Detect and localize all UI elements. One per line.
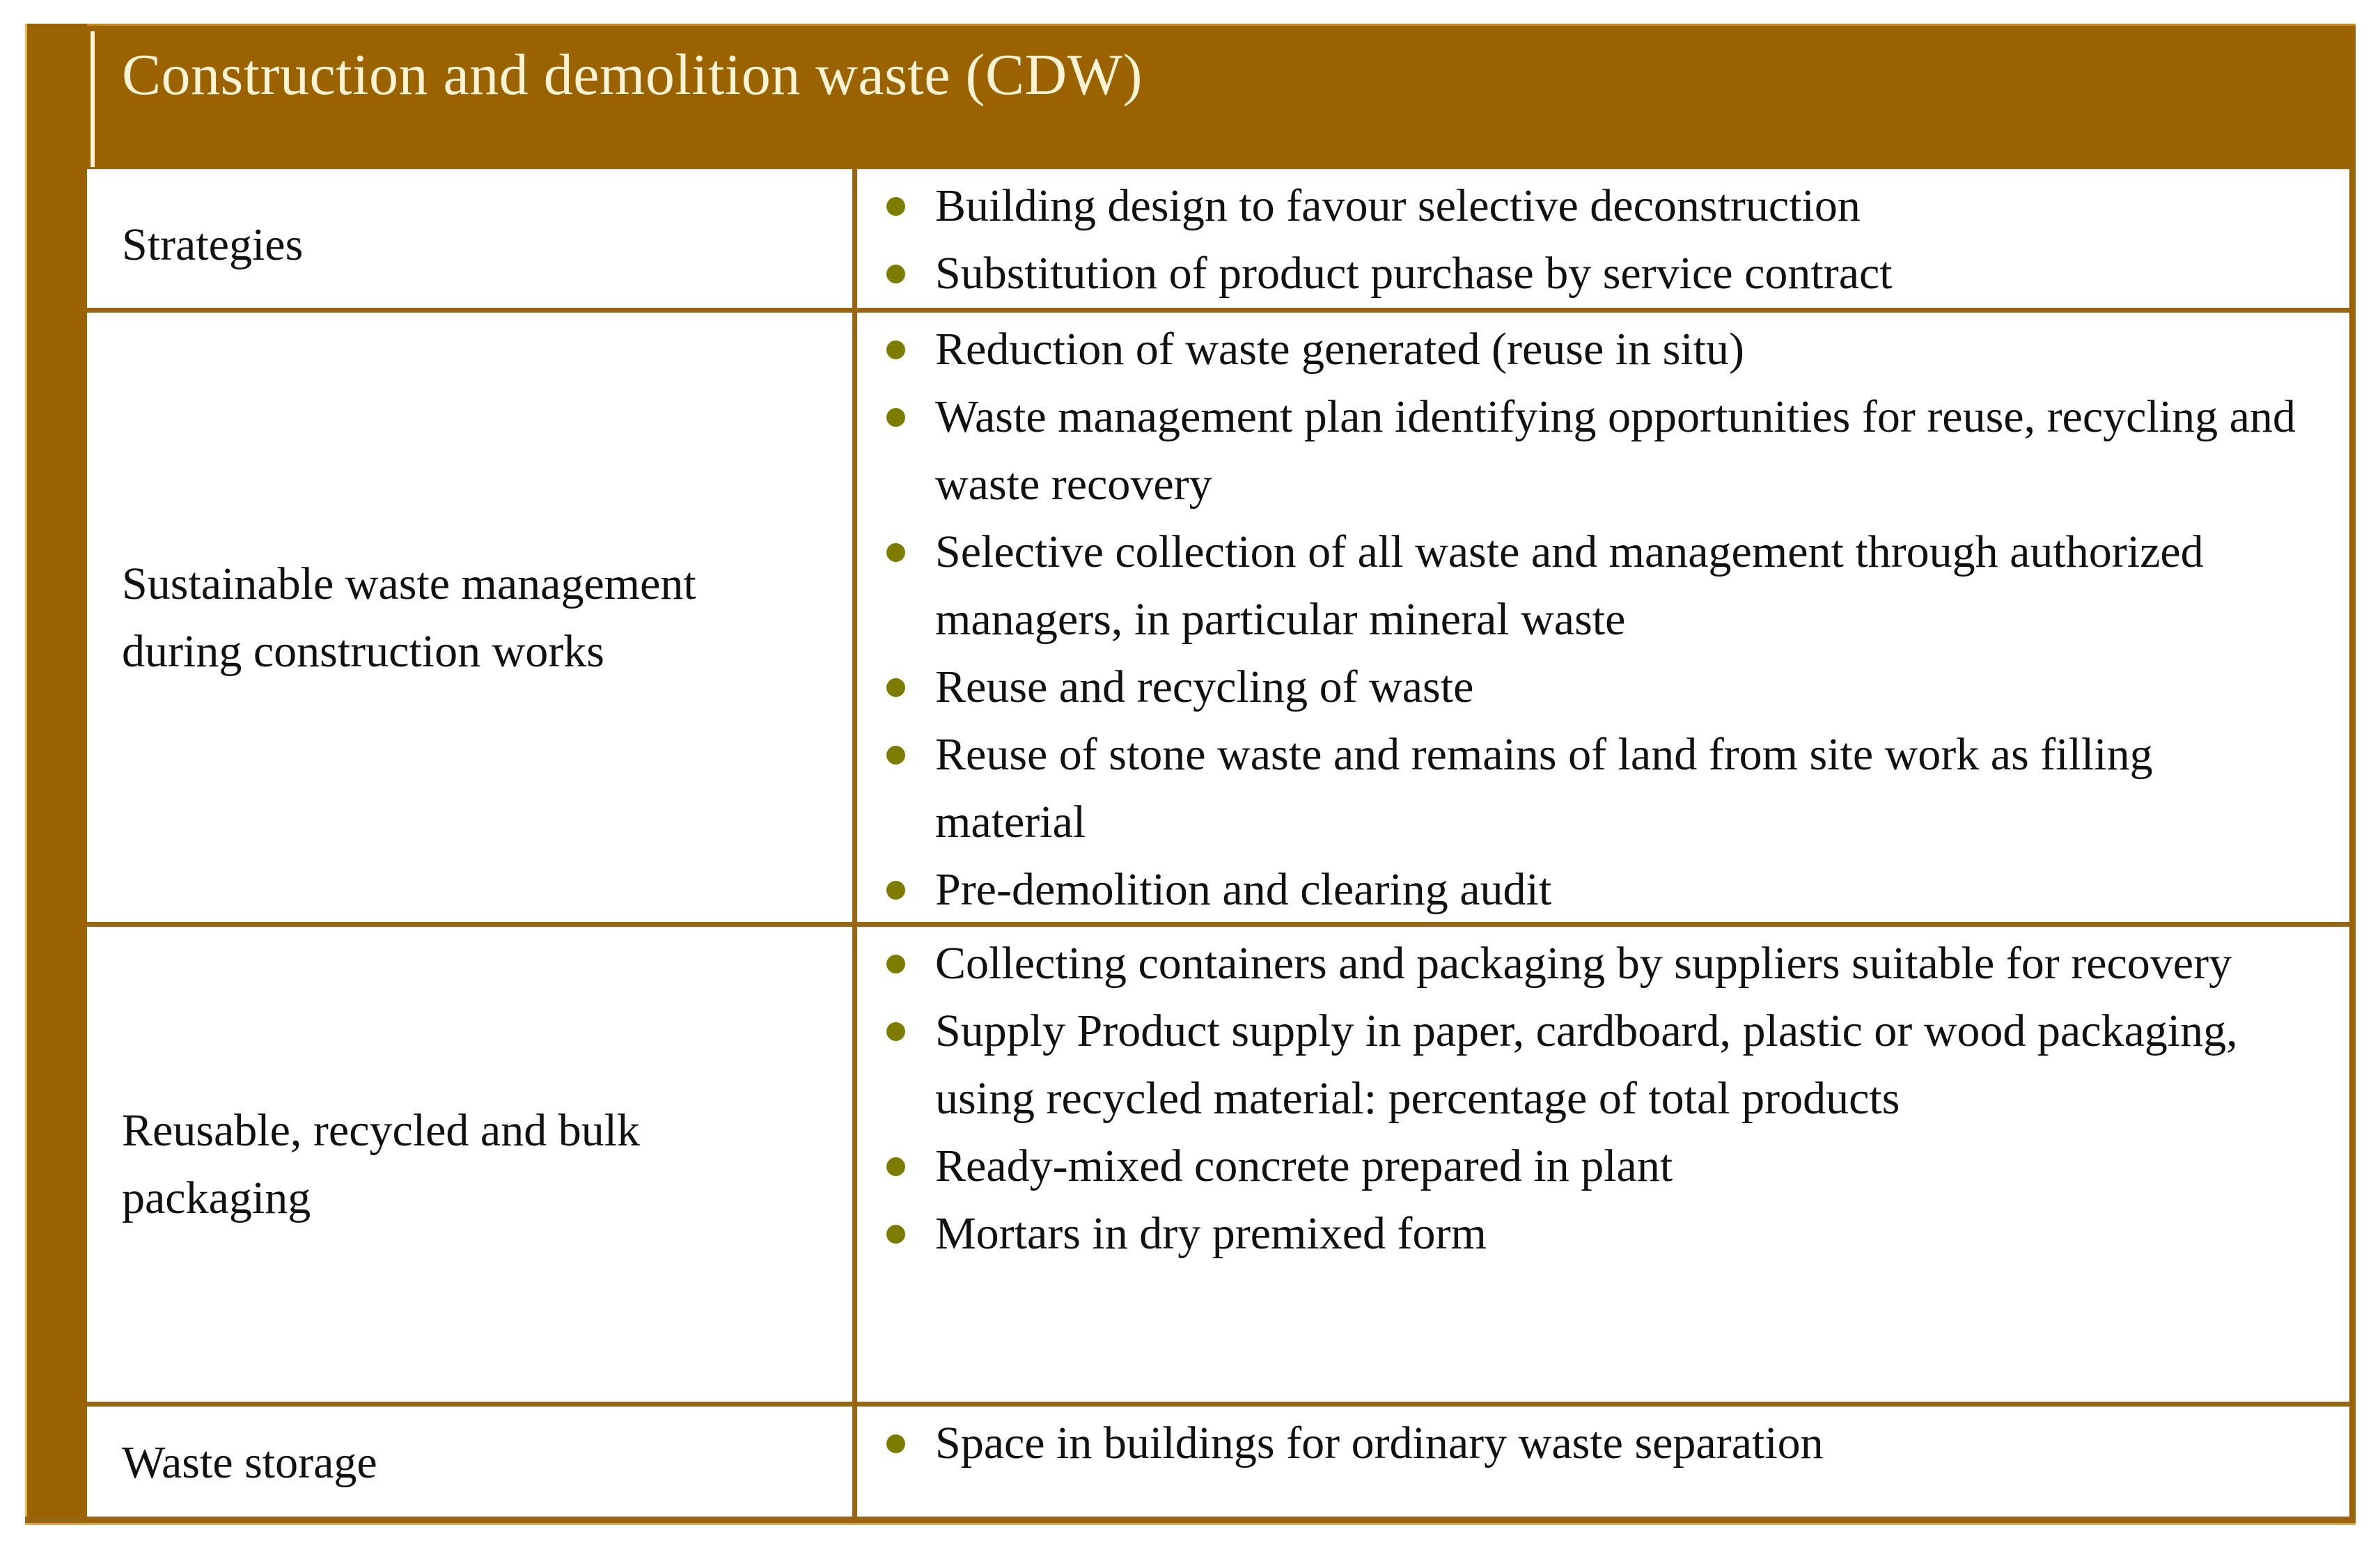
- bullet-icon: [886, 1225, 905, 1244]
- bullet-icon: [886, 408, 905, 427]
- bullet-list: [857, 1409, 2314, 1477]
- list-item: [857, 930, 2314, 997]
- row-label: Waste storage: [122, 1437, 377, 1488]
- row-content-cell: [852, 927, 2356, 1402]
- bullet-icon: [886, 197, 905, 216]
- left-accent-strip: [25, 24, 87, 1525]
- cdw-table: [25, 24, 2356, 1525]
- bullet-icon: [886, 340, 905, 359]
- table-row: [87, 922, 2356, 1402]
- row-label: Reusable, recycled and bulk packaging: [122, 1105, 641, 1223]
- list-item-text: Supply Product supply in paper, cardboard, plastic or wood packaging, using recycled material: percentage of total products: [935, 1005, 2238, 1124]
- bullet-list: [857, 172, 2314, 307]
- header-accent-line: [91, 31, 95, 168]
- bullet-list: [857, 315, 2314, 923]
- bullet-icon: [886, 1022, 905, 1041]
- table-header: [87, 24, 2356, 167]
- list-item: [857, 653, 2314, 721]
- bullet-icon: [886, 1157, 905, 1176]
- list-item-text: Space in buildings for ordinary waste separation: [935, 1418, 1824, 1469]
- row-label-cell: [87, 313, 852, 922]
- row-content-cell: [852, 169, 2356, 308]
- list-item: [857, 240, 2314, 307]
- row-label: Strategies: [122, 219, 304, 270]
- table-right-border: [2349, 167, 2356, 1525]
- table-row: [87, 167, 2356, 308]
- list-item-text: Waste management plan identifying opportunities for reuse, recycling and waste recovery: [935, 391, 2296, 510]
- list-item-text: Pre-demolition and clearing audit: [935, 864, 1552, 915]
- table-title: Construction and demolition waste (CDW): [122, 42, 1143, 107]
- list-item: [857, 1409, 2314, 1477]
- list-item-text: Ready-mixed concrete prepared in plant: [935, 1141, 1673, 1191]
- list-item: [857, 1200, 2314, 1267]
- list-item: [857, 383, 2314, 518]
- list-item: [857, 1132, 2314, 1200]
- bullet-icon: [886, 881, 905, 900]
- list-item: [857, 997, 2314, 1132]
- bullet-icon: [886, 1434, 905, 1453]
- list-item-text: Reuse of stone waste and remains of land from site work as filling material: [935, 729, 2153, 847]
- list-item: [857, 721, 2314, 856]
- list-item: [857, 856, 2314, 923]
- bullet-icon: [886, 746, 905, 765]
- list-item-text: Selective collection of all waste and management through authorized managers, in particular mineral waste: [935, 526, 2204, 645]
- row-label-cell: [87, 927, 852, 1402]
- table-bottom-border: [25, 1517, 2356, 1525]
- row-content-cell: [852, 313, 2356, 922]
- bullet-icon: [886, 678, 905, 697]
- list-item-text: Collecting containers and packaging by suppliers suitable for recovery: [935, 938, 2232, 989]
- list-item-text: Building design to favour selective deconstruction: [935, 180, 1861, 231]
- list-item: [857, 518, 2314, 653]
- list-item-text: Mortars in dry premixed form: [935, 1208, 1487, 1259]
- list-item: [857, 315, 2314, 383]
- table-row: [87, 308, 2356, 922]
- bullet-icon: [886, 955, 905, 973]
- list-item-text: Reuse and recycling of waste: [935, 661, 1474, 712]
- list-item-text: Substitution of product purchase by service contract: [935, 248, 1893, 299]
- bullet-list: [857, 930, 2314, 1267]
- row-label-cell: [87, 1407, 852, 1519]
- bullet-icon: [886, 543, 905, 562]
- row-content-cell: [852, 1407, 2356, 1519]
- bullet-icon: [886, 265, 905, 283]
- list-item: [857, 172, 2314, 240]
- list-item-text: Reduction of waste generated (reuse in situ): [935, 324, 1744, 375]
- row-label: Sustainable waste management during construction works: [122, 558, 696, 677]
- row-label-cell: [87, 169, 852, 308]
- table-row: [87, 1402, 2356, 1519]
